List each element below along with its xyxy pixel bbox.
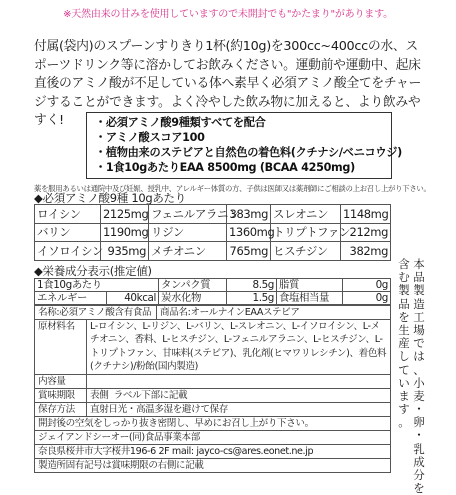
table-row — [35, 242, 391, 261]
nutrient-value: 0g — [343, 292, 391, 305]
allergy-note-col2: 含 む 製 品 を 生 産 し て い ま す 。 — [398, 257, 410, 430]
amino-name: フェニルアラニン — [149, 205, 227, 224]
table-row — [35, 389, 391, 403]
table-row — [35, 306, 391, 320]
table-row — [35, 417, 391, 431]
amino-value: 382mg — [341, 242, 391, 261]
content-value — [87, 375, 391, 389]
nutrient-name: 食塩相当量 — [277, 292, 343, 305]
amino-value: 1190mg — [101, 223, 149, 242]
amino-value: 1148mg — [341, 205, 391, 224]
usage-instructions: 付属(袋内)のスプーンすりきり1杯(約10g)を300cc~400ccの水、スポーツドリンク等に溶かしてお飲みください。運動前や運動中、起床直後のアミノ酸が不足している体へ素早く必須アミノ酸全てをチャージすることができます。よく冷やした飲み物に加えると、より飲みやすく! — [34, 39, 422, 128]
opening-caution: 開封後の空気をしっかり抜き密閉し、早めにお召し上がり下さい。 — [35, 417, 391, 431]
storage-label: 保存方法 — [35, 403, 87, 417]
nutrient-value: 1.5g — [227, 292, 277, 305]
product-name: 商品名:オールナインEAAステビア — [157, 306, 391, 320]
ingredients-label: 原材料名 — [35, 320, 87, 375]
feature-box — [86, 112, 402, 179]
storage-value: 直射日光・高温多湿を避けて保存 — [87, 403, 391, 417]
amino-value: 2125mg — [101, 205, 149, 224]
serving-size: 1食10gあたり — [35, 279, 159, 292]
nutrient-value: 8.5g — [227, 279, 277, 292]
amino-heading: ◆必須アミノ酸9種 10gあたり — [34, 191, 186, 205]
amino-name: イソロイシン — [35, 242, 101, 261]
table-row — [35, 320, 391, 375]
manufacturer: ジェイアンドシーオー(同)食品事業本部 — [35, 431, 391, 445]
table-row — [35, 375, 391, 389]
amino-value: 935mg — [101, 242, 149, 261]
ingredients-list: L-ロイシン、L-リジン、L-バリン、L-スレオニン、L-イソロイシン、L-メチオニン、香料、L-ヒスチジン、L-フェニルアラニン、L-ヒスチジン、L-トリプトファン、甘味料(ステビア)、乳化剤(ヒマワリレシチン)、着色料(クチナシ)/粉飴(国内製造) — [87, 320, 391, 375]
table-row — [35, 403, 391, 417]
amino-name: ヒスチジン — [271, 242, 341, 261]
table-row — [35, 205, 391, 224]
allergy-note-col1: 本 品 製 造 工 場 で は 、 小 麦 ・ 卵 ・ 乳 成 分 を — [413, 257, 425, 495]
expiry-location: 表側 — [90, 390, 109, 401]
amino-name: メチオニン — [149, 242, 227, 261]
table-row — [35, 223, 391, 242]
nutrient-value: 0g — [343, 279, 391, 292]
lot-code-note: 製造所固有記号は賞味期限の右側に記載 — [35, 459, 391, 473]
feature-item: ・植物由来のステビアと自然色の着色料(クチナシ/ベニコウジ) — [95, 146, 402, 159]
expiry-note: ラベル下部に記載 — [113, 390, 188, 401]
amino-value: 212mg — [341, 223, 391, 242]
table-row — [35, 445, 391, 459]
product-category: 名称:必須アミノ酸含有食品 — [35, 306, 157, 320]
nutrient-value: 40kcal — [107, 292, 159, 305]
nutrition-table — [34, 278, 391, 305]
feature-item: ・必須アミノ酸9種類すべてを配合 — [95, 116, 266, 129]
amino-name: リジン — [149, 223, 227, 242]
table-row — [35, 431, 391, 445]
amino-value: 383mg — [227, 205, 271, 224]
nutrient-name: タンパク質 — [159, 279, 227, 292]
table-row — [35, 292, 391, 305]
expiry-value — [87, 389, 391, 403]
nutrient-name: エネルギー — [35, 292, 107, 305]
amino-value: 1360mg — [227, 223, 271, 242]
amino-name: バリン — [35, 223, 101, 242]
product-details-table — [34, 305, 391, 473]
storage-notice: ※天然由来の甘みを使用していますので未開封でも"かたまり"があります。 — [63, 9, 393, 20]
nutrition-heading: ◆栄養成分表示(推定値) — [34, 264, 152, 278]
feature-item: ・1食10gあたりEAA 8500mg (BCAA 4250mg) — [95, 161, 355, 174]
amino-name: スレオニン — [271, 205, 341, 224]
content-label: 内容量 — [35, 375, 87, 389]
expiry-label: 賞味期限 — [35, 389, 87, 403]
table-row — [35, 459, 391, 473]
nutrient-name: 脂質 — [277, 279, 343, 292]
amino-value: 765mg — [227, 242, 271, 261]
manufacturer-address: 奈良県桜井市大字桜井196-6 2F mail: jayco-cs@ares.eonet.ne.jp — [35, 445, 391, 459]
table-row — [35, 279, 391, 292]
amino-name: トリプトファン — [271, 223, 341, 242]
feature-item: ・アミノ酸スコア100 — [95, 131, 205, 144]
nutrient-name: 炭水化物 — [159, 292, 227, 305]
amino-table — [34, 204, 391, 261]
amino-name: ロイシン — [35, 205, 101, 224]
medical-caution: 薬を服用あるいは通院中及び妊娠、授乳中、アレルギー体質の方、子供は医師又は薬剤師にご相談の上お召し上がり下さい。 — [34, 184, 431, 193]
